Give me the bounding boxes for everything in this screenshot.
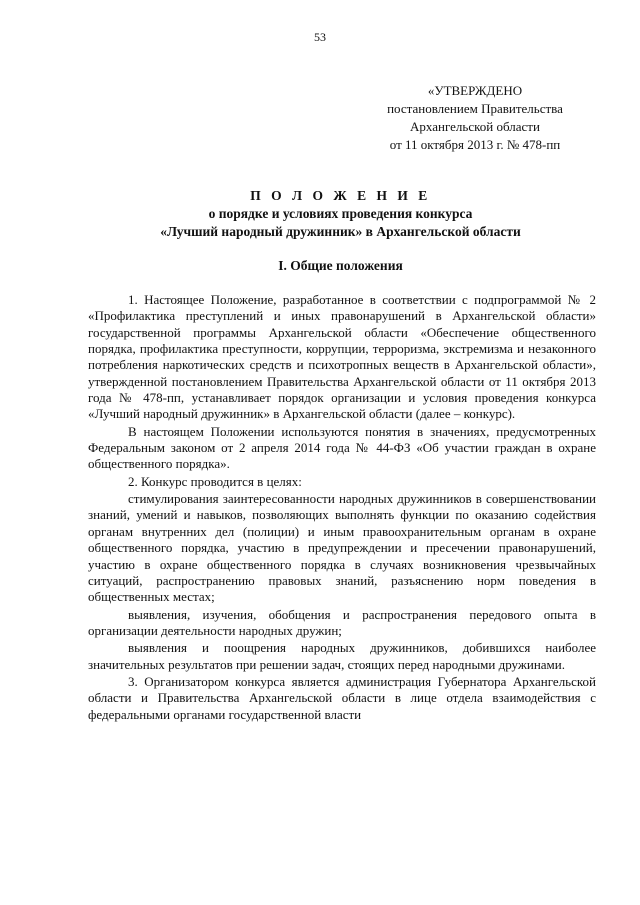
- approval-stamp-block: [365, 82, 585, 154]
- title-subtitle: «Лучший народный дружинник» в Архангельской области: [160, 224, 521, 239]
- paragraph: 3. Организатором конкурса является администрация Губернатора Архангельской области и Правительства Архангельской области в лице отдела взаимодействия с федеральными органами государственной власти: [88, 673, 596, 722]
- document-body: [88, 292, 596, 724]
- paragraph: выявления и поощрения народных дружинников, добившихся наиболее значительных результатов при решении задач, стоящих перед народными дружинами.: [88, 640, 596, 672]
- page-number: 53: [314, 30, 326, 44]
- title-main: П О Л О Ж Е Н И Е: [250, 188, 431, 203]
- approval-line: Архангельской области: [410, 119, 540, 134]
- paragraph: выявления, изучения, обобщения и распространения передового опыта в организации деятельности народных дружин;: [88, 606, 596, 638]
- paragraph: В настоящем Положении используются понятия в значениях, предусмотренных Федеральным законом от 2 апреля 2014 года № 44-ФЗ «Об участии граждан в охране общественного порядка».: [88, 423, 596, 472]
- paragraph: стимулирования заинтересованности народных дружинников в совершенствовании знаний, умений и навыков, позволяющих выполнять функции по оказанию содействия органам внутренних дел (полиции) и иным правоохранительным органам в охране общественного порядка, участию в предупреждении и пресечении правонарушений, участию в охране общественного порядка в случаях возникновения чрезвычайных ситуаций, распространению правовых знаний, разъяснению норм поведения в общественных местах;: [88, 491, 596, 605]
- paragraph: 2. Конкурс проводится в целях:: [128, 473, 302, 489]
- title-subtitle: о порядке и условиях проведения конкурса: [208, 206, 473, 221]
- section-heading: I. Общие положения: [278, 258, 403, 273]
- approval-line: от 11 октября 2013 г. № 478-пп: [389, 137, 561, 152]
- approval-line: постановлением Правительства: [387, 101, 563, 116]
- document-title: [88, 187, 593, 241]
- paragraph: 1. Настоящее Положение, разработанное в соответствии с подпрограммой № 2 «Профилактика преступлений и иных правонарушений в Архангельской области» государственной программы Архангельской области «Обеспечение общественного порядка, профилактика преступности, коррупции, терроризма, экстремизма и незаконного потребления наркотических средств и психотропных веществ в Архангельской области», утвержденной постановлением Правительства Архангельской области от 11 октября 2013 года № 478-пп, устанавливает порядок организации и условия проведения конкурса «Лучший народный дружинник» в Архангельской области (далее – конкурс).: [88, 292, 596, 422]
- approval-line: «УТВЕРЖДЕНО: [427, 83, 523, 98]
